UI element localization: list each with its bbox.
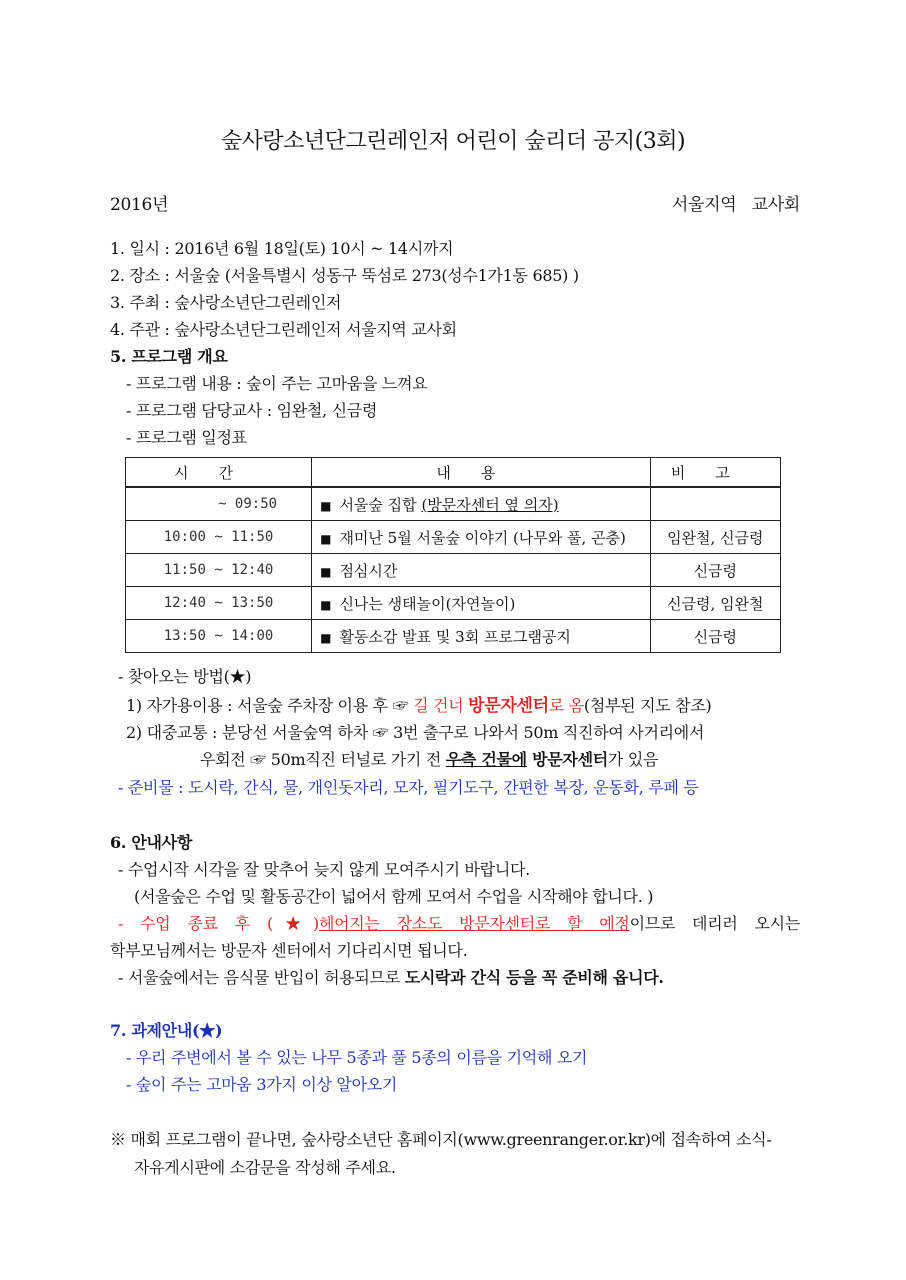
transit-visitor-center: 방문자센터 [526, 750, 608, 769]
row-content-text: 신나는 생태놀이(자연놀이) [339, 594, 516, 613]
table-row [126, 487, 781, 521]
homework-line2: - 숲이 주는 고마움 3가지 이상 알아오기 [126, 1075, 398, 1094]
square-bullet-icon: ■ [320, 597, 332, 612]
notice-red-underlined: 헤어지는 장소도 방문자센터로 할 예정 [319, 914, 630, 933]
place-label: 2. 장소 [110, 266, 160, 285]
row-time: 10:00 ~ 11:50 [126, 521, 312, 554]
footer-line1: ※ 매회 프로그램이 끝나면, 숲사랑소년단 홈페이지(www.greenranger.or.kr)에 접속하여 소식- [110, 1130, 772, 1149]
notice-line4: 학부모님께서는 방문자 센터에서 기다리시면 됩니다. [110, 941, 468, 960]
program-teachers: - 프로그램 담당교사 : 임완철, 신금령 [126, 401, 378, 420]
row-content-text: 활동소감 발표 및 3회 프로그램공지 [339, 627, 571, 646]
row-time: 13:50 ~ 14:00 [126, 620, 312, 653]
notice-line5-prefix: - 서울숲에서는 음식물 반입이 허용되므로 [118, 968, 405, 987]
row-note: 신금령 [650, 620, 780, 653]
transit-suffix: 가 있음 [607, 750, 659, 769]
car-suffix: (첨부된 지도 참조) [583, 696, 712, 715]
row-content [312, 487, 651, 521]
item-host: 3. 주최 : 숲사랑소년단그린레인저 [110, 293, 342, 312]
header-time: 시간 [126, 458, 312, 488]
footer-line2: 자유게시판에 소감문을 작성해 주세요. [134, 1158, 396, 1177]
directions-transit-line2 [200, 747, 658, 770]
notice-line3-suffix: 이므로 데리러 오시는 [629, 914, 800, 933]
homework-heading: 7. 과제안내(★) [110, 1021, 223, 1040]
schedule-table [125, 457, 781, 653]
document-title: 숲사랑소년단그린레인저 어린이 숲리더 공지(3회) [220, 129, 686, 154]
square-bullet-icon: ■ [320, 498, 332, 513]
row-content-text: 서울숲 집합 [339, 495, 417, 514]
car-red-text: 길 건너 [413, 696, 469, 715]
notice-line2: (서울숲은 수업 및 활동공간이 넓어서 함께 모여서 수업을 시작해야 합니다. ) [134, 887, 654, 906]
organizer-label: 4. 주관 [110, 320, 160, 339]
item-organizer: 4. 주관 : 숲사랑소년단그린레인저 서울지역 교사회 [110, 320, 457, 339]
transit-prefix: 우회전 ☞ 50m직진 터널로 가기 전 [200, 750, 446, 769]
transit-underlined: 우측 건물에 [445, 750, 527, 769]
row-note: 신금령 [650, 554, 780, 587]
square-bullet-icon: ■ [320, 630, 332, 645]
row-time: ~ 09:50 [126, 487, 312, 521]
schedule-header-row [126, 458, 781, 488]
header-note: 비고 [650, 458, 780, 488]
notice-line5 [118, 965, 664, 988]
notice-line1: - 수업시작 시각을 잘 맞추어 늦지 않게 모여주시기 바랍니다. [118, 860, 530, 879]
organizer-value: 숲사랑소년단그린레인저 서울지역 교사회 [174, 320, 457, 339]
organization: 서울지역 교사회 [671, 195, 800, 215]
row-content-text: 재미난 5월 서울숲 이야기 (나무와 풀, 곤충) [339, 528, 626, 547]
row-content [312, 620, 651, 653]
host-label: 3. 주최 [110, 293, 160, 312]
row-note: 신금령, 임완철 [650, 587, 780, 620]
program-schedule-label: - 프로그램 일정표 [126, 428, 247, 447]
car-prefix: 1) 자가용이용 : 서울숲 주차장 이용 후 ☞ [126, 696, 414, 715]
row-content [312, 521, 651, 554]
notice-heading: 6. 안내사항 [110, 833, 192, 852]
directions-car [126, 691, 711, 716]
place-value: 서울숲 (서울특별시 성동구 뚝섬로 273(성수1가1동 685) ) [174, 266, 579, 285]
header-content: 내용 [312, 458, 651, 488]
car-red-text-end: 로 옴 [548, 696, 584, 715]
date-value: 2016년 6월 18일(토) 10시 ~ 14시까지 [174, 239, 454, 258]
row-time: 12:40 ~ 13:50 [126, 587, 312, 620]
notice-line3 [118, 911, 800, 934]
row-content-text: 점심시간 [339, 561, 398, 580]
table-row [126, 620, 781, 653]
row-content [312, 554, 651, 587]
row-time: 11:50 ~ 12:40 [126, 554, 312, 587]
table-row [126, 521, 781, 554]
program-content: - 프로그램 내용 : 숲이 주는 고마움을 느껴요 [126, 374, 428, 393]
row-content [312, 587, 651, 620]
year: 2016년 [110, 195, 169, 215]
item-place: 2. 장소 : 서울숲 (서울특별시 성동구 뚝섬로 273(성수1가1동 685) ) [110, 266, 579, 285]
overview-heading: 5. 프로그램 개요 [110, 347, 228, 366]
row-note [650, 487, 780, 521]
homework-line1: - 우리 주변에서 볼 수 있는 나무 5종과 풀 5종의 이름을 기억해 오기 [126, 1048, 588, 1067]
car-visitor-center: 방문자센터 [468, 696, 549, 716]
directions-heading: - 찾아오는 방법(★) [118, 667, 252, 686]
row-content-extra: (방문자센터 옆 의자) [421, 495, 559, 514]
supplies-line: - 준비물 : 도시락, 간식, 물, 개인돗자리, 모자, 필기도구, 간편한 복장, 운동화, 루페 등 [118, 778, 699, 797]
table-row [126, 554, 781, 587]
item-date: 1. 일시 : 2016년 6월 18일(토) 10시 ~ 14시까지 [110, 239, 454, 258]
notice-line5-bold: 도시락과 간식 등을 꼭 준비해 옵니다. [404, 968, 664, 987]
square-bullet-icon: ■ [320, 531, 332, 546]
date-label: 1. 일시 [110, 239, 160, 258]
host-value: 숲사랑소년단그린레인저 [174, 293, 342, 312]
row-note: 임완철, 신금령 [650, 521, 780, 554]
square-bullet-icon: ■ [320, 564, 332, 579]
table-row [126, 587, 781, 620]
notice-red-text: - 수업 종료 후 (★) [118, 914, 319, 933]
directions-transit-line1: 2) 대중교통 : 분당선 서울숲역 하차 ☞ 3번 출구로 나와서 50m 직진하여 사거리에서 [126, 723, 705, 742]
